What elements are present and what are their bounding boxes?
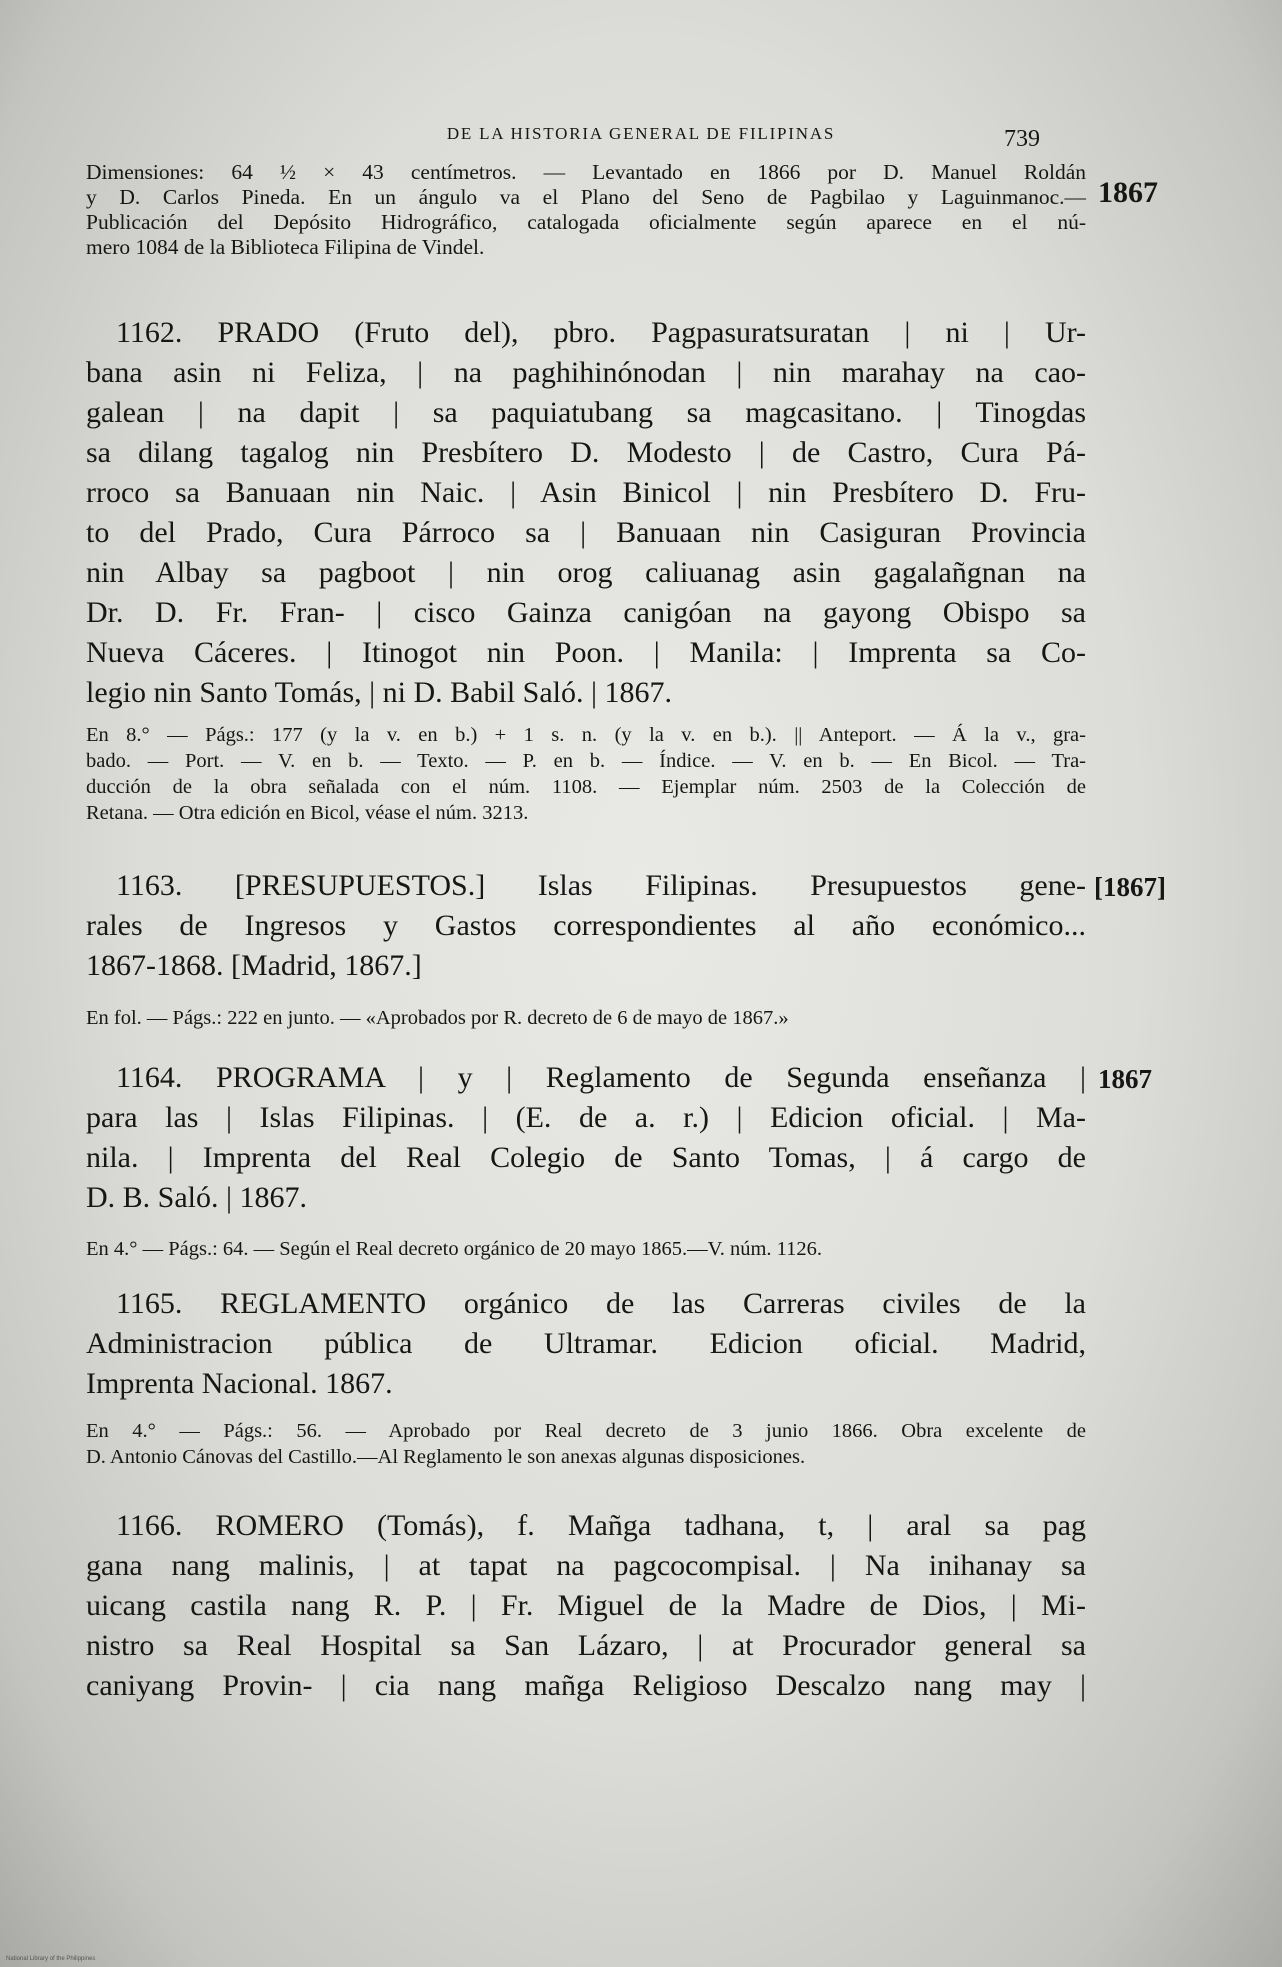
entry-1165 [86,1284,1086,1404]
entry-line: uicang castila nang R. P. | Fr. Miguel de la Madre de Dios, | Mi- [86,1589,1086,1622]
entry-1162 [86,313,1086,713]
entry-text: [PRESUPUESTOS.] Islas Filipinas. Presupuestos gene- [234,869,1086,902]
entry-1166 [86,1506,1086,1706]
entry-number: 1162. [116,316,183,349]
entry-number: 1165. [116,1287,183,1320]
entry-1163-note [86,1005,1086,1031]
entry-line: 1867-1868. [Madrid, 1867.] [86,949,422,982]
margin-year: 1867 [1098,1064,1152,1094]
entry-line: nistro sa Real Hospital sa San Lázaro, | at Procurador general sa [86,1629,1086,1662]
entry-line: galean | na dapit | sa paquiatubang sa magcasitano. | Tinogdas [86,396,1086,429]
note-line: En 4.° — Págs.: 64. — Según el Real decreto orgánico de 20 mayo 1865.—V. núm. 1126. [86,1238,823,1260]
entry-1163 [86,866,1086,986]
entry-line: Dr. D. Fr. Fran- | cisco Gainza canigóan na gayong Obispo sa [86,596,1086,629]
entry-text: ROMERO (Tomás), f. Mañga tadhana, t, | aral sa pag [215,1509,1086,1542]
entry-line [86,1058,1086,1098]
intro-note [86,160,1086,260]
entry-number: 1166. [116,1509,183,1542]
entry-line [86,1284,1086,1324]
entry-line: nin Albay sa pagboot | nin orog caliuanag asin gagalañgnan na [86,556,1086,589]
page-number: 739 [1004,126,1040,152]
entry-line: sa dilang tagalog nin Presbítero D. Modesto | de Castro, Cura Pá- [86,436,1086,469]
entry-line [86,866,1086,906]
note-line: En fol. — Págs.: 222 en junto. — «Aprobados por R. decreto de 6 de mayo de 1867.» [86,1007,789,1029]
entry-1165-note [86,1418,1086,1470]
footer-credit: National Library of the Philippines [6,1956,96,1962]
intro-note-line: y D. Carlos Pineda. En un ángulo va el Plano del Seno de Pagbilao y Laguinmanoc.— [86,185,1086,209]
entry-number: 1164. [116,1061,183,1094]
entry-text: REGLAMENTO orgánico de las Carreras civiles de la [220,1287,1086,1320]
entry-line: caniyang Provin- | cia nang mañga Religioso Descalzo nang may | [86,1669,1086,1702]
entry-line: legio nin Santo Tomás, | ni D. Babil Saló. | 1867. [86,676,673,709]
entry-1164-note [86,1236,1086,1262]
entry-number: 1163. [116,869,183,902]
entry-1164 [86,1058,1086,1218]
entry-line [86,313,1086,353]
margin-year: [1867] [1094,872,1166,902]
note-line: ducción de la obra señalada con el núm. 1108. — Ejemplar núm. 2503 de la Colección de [86,776,1086,798]
note-line: bado. — Port. — V. en b. — Texto. — P. en b. — Índice. — V. en b. — En Bicol. — Tra- [86,750,1086,772]
note-line: En 8.° — Págs.: 177 (y la v. en b.) + 1 s. n. (y la v. en b.). || Anteport. — Á la v., gra- [86,724,1086,746]
entry-line: gana nang malinis, | at tapat na pagcocompisal. | Na inihanay sa [86,1549,1086,1582]
entry-line: Imprenta Nacional. 1867. [86,1367,393,1400]
note-line: En 4.° — Págs.: 56. — Aprobado por Real decreto de 3 junio 1866. Obra excelente de [86,1420,1086,1442]
intro-note-line: Publicación del Depósito Hidrográfico, catalogada oficialmente según aparece en el nú- [86,210,1086,234]
entry-line: D. B. Saló. | 1867. [86,1181,308,1214]
entry-line: rroco sa Banuaan nin Naic. | Asin Binicol | nin Presbítero D. Fru- [86,476,1086,509]
entry-line: bana asin ni Feliza, | na paghihinónodan | nin marahay na cao- [86,356,1086,389]
running-title: DE LA HISTORIA GENERAL DE FILIPINAS [446,124,836,143]
entry-line: Nueva Cáceres. | Itinogot nin Poon. | Manila: | Imprenta sa Co- [86,636,1086,669]
entry-text: PROGRAMA | y | Reglamento de Segunda enseñanza | [216,1061,1087,1094]
intro-note-line: Dimensiones: 64 ½ × 43 centímetros. — Levantado en 1866 por D. Manuel Roldán [86,160,1086,184]
entry-line: para las | Islas Filipinas. | (E. de a. r.) | Edicion oficial. | Ma- [86,1101,1086,1134]
entry-line: nila. | Imprenta del Real Colegio de Santo Tomas, | á cargo de [86,1141,1086,1174]
entry-line: to del Prado, Cura Párroco sa | Banuaan nin Casiguran Provincia [86,516,1086,549]
note-line: D. Antonio Cánovas del Castillo.—Al Reglamento le son anexas algunas disposiciones. [86,1446,806,1468]
entry-line: Administracion pública de Ultramar. Edicion oficial. Madrid, [86,1327,1086,1360]
entry-1162-note [86,722,1086,826]
margin-year: 1867 [1098,176,1158,209]
entry-line [86,1506,1086,1546]
note-line: Retana. — Otra edición en Bicol, véase el núm. 3213. [86,802,529,824]
entry-line: rales de Ingresos y Gastos correspondientes al año económico... [86,909,1086,942]
intro-note-line: mero 1084 de la Biblioteca Filipina de Vindel. [86,235,485,259]
entry-text: PRADO (Fruto del), pbro. Pagpasuratsuratan | ni | Ur- [217,316,1086,349]
